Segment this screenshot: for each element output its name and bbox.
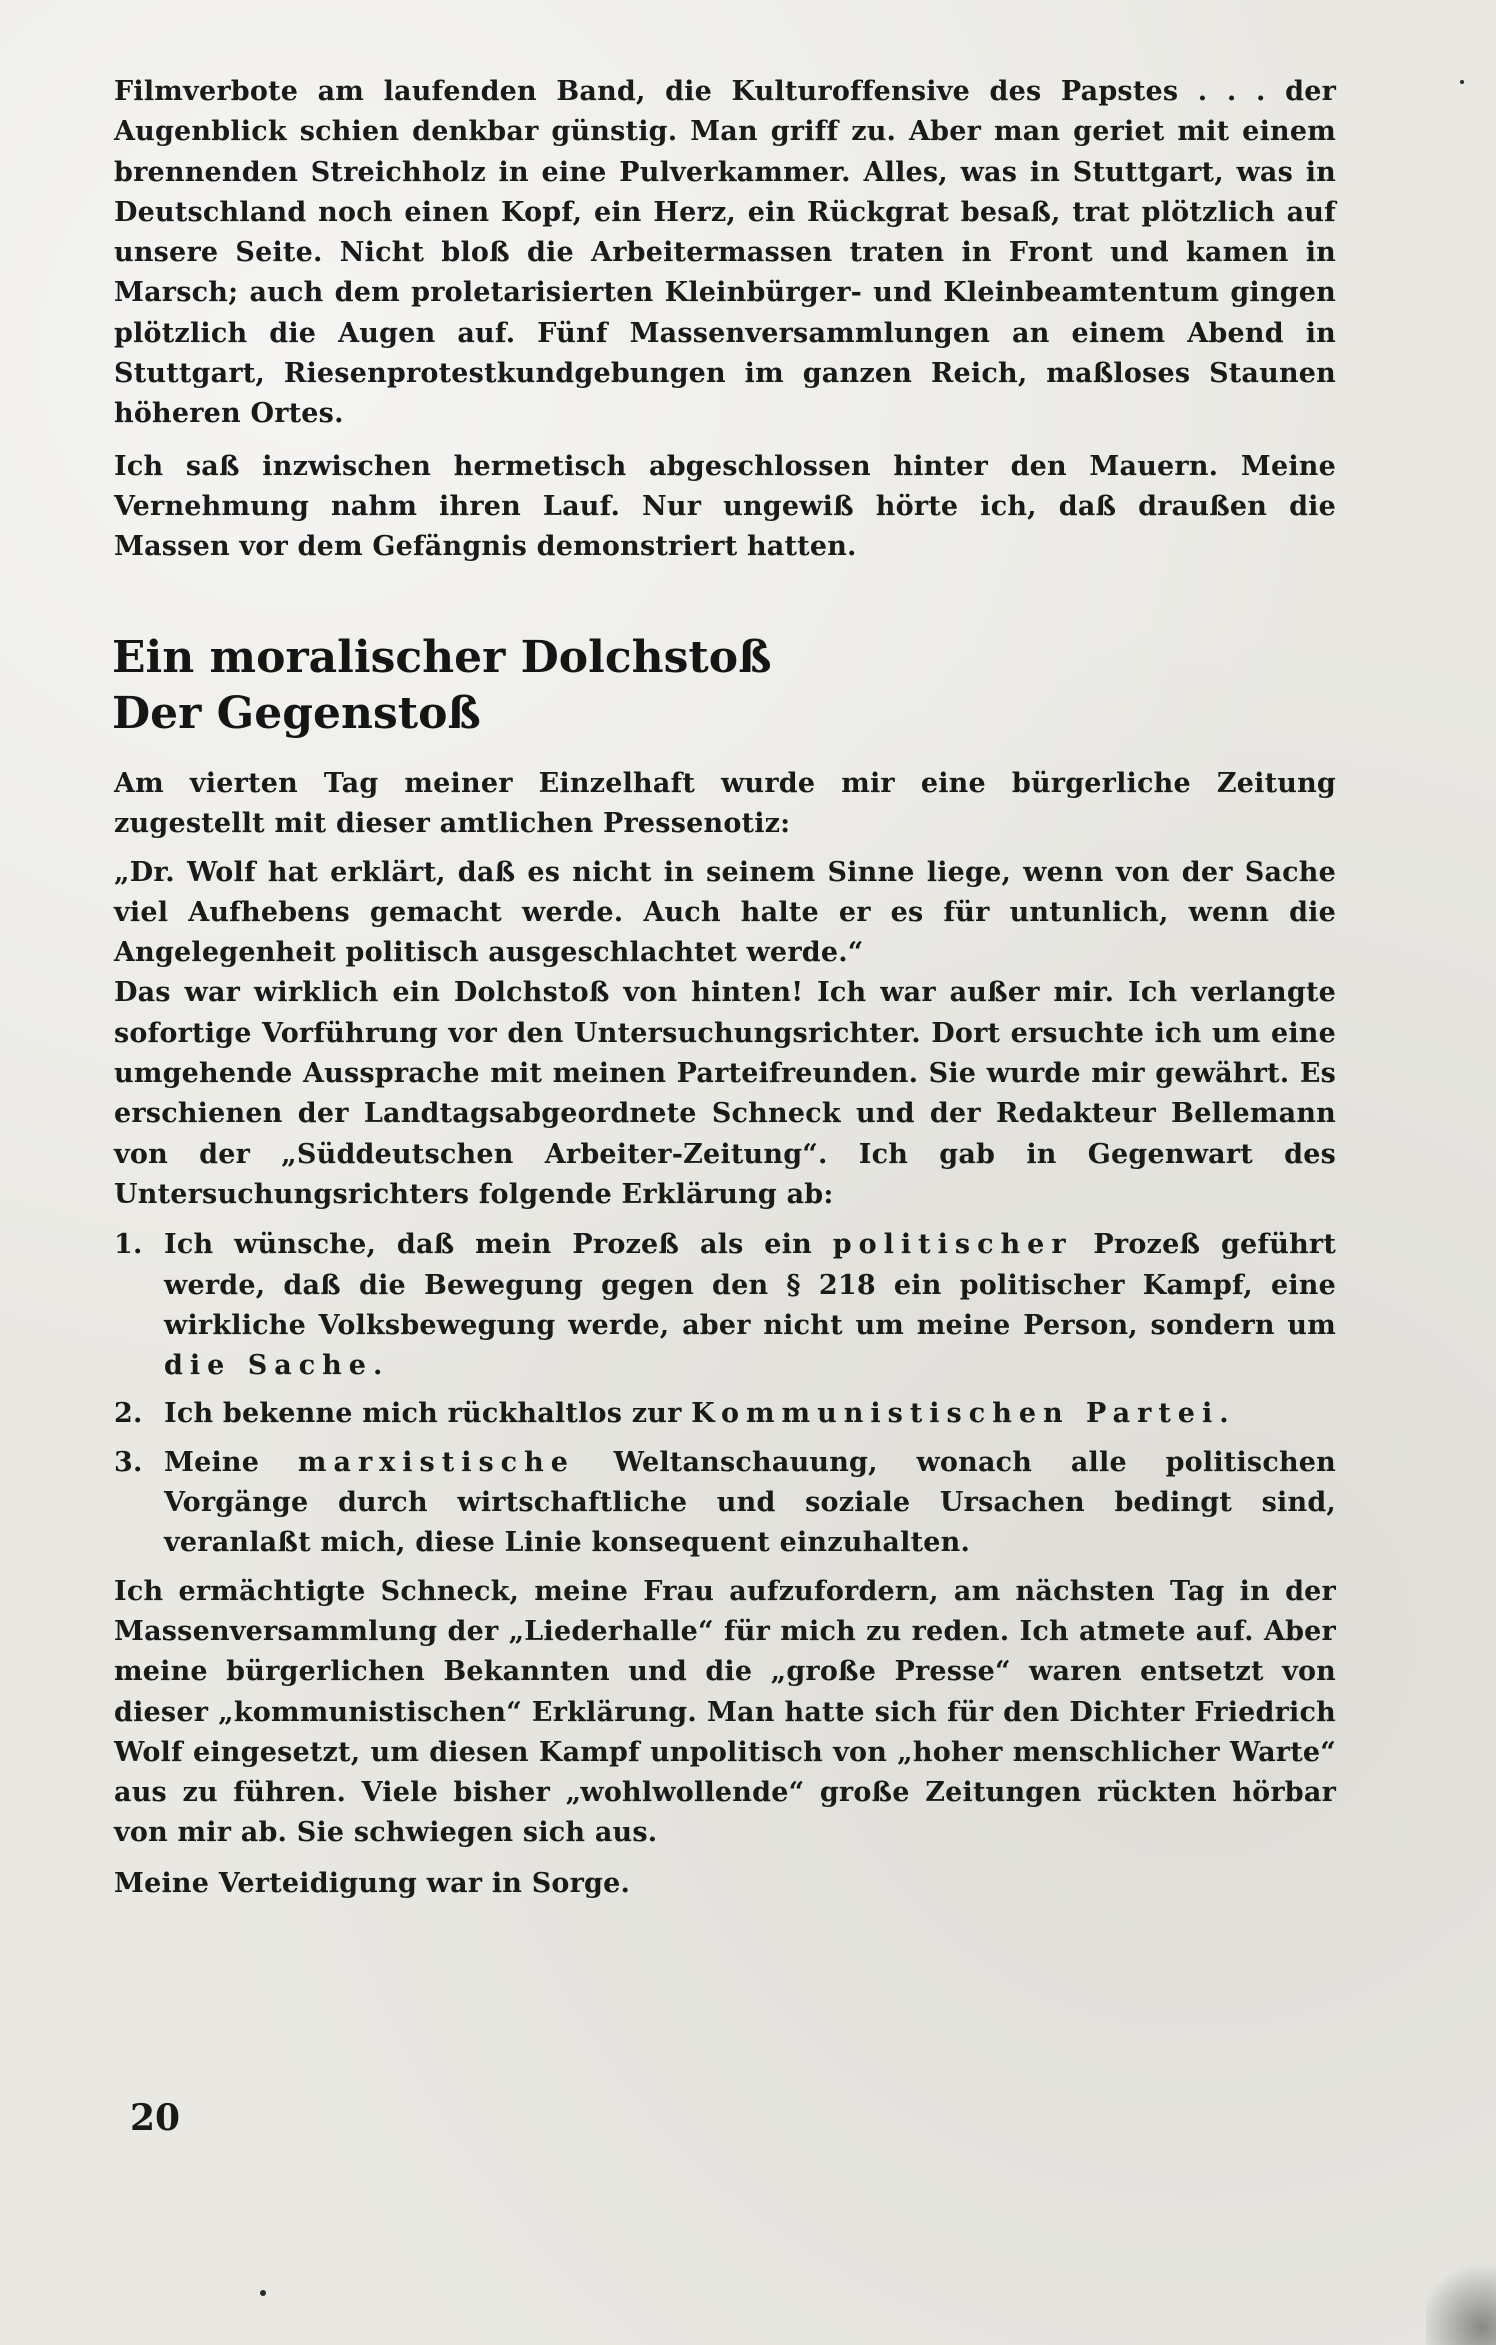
body-paragraph-3: Das war wirklich ein Dolchstoß von hinten! Ich war außer mir. Ich verlangte sofortige Vorführung vor den Untersuchungsrichter. Dort ersuchte ich um eine umgehende Aussprache mit meinen Parteifreunden. Sie wurde mir gewährt. Es erschienen der Landtagsabgeordnete Schneck und der Redakteur Bellemann von der „Süddeutschen Arbeiter-Zeitung“. Ich gab in Gegenwart des Untersuchungsrichters folgende Erklärung ab:	[114, 977, 1336, 1210]
emphasis-text: Kommunistischen Partei	[691, 1398, 1220, 1430]
intro-paragraph-2: Ich saß inzwischen hermetisch abgeschlossen hinter den Mauern. Meine Vernehmung nahm ihren Lauf. Nur ungewiß hörte ich, daß draußen die Massen vor dem Gefängnis demonstriert hatten.	[114, 450, 1336, 563]
body-paragraph-4: Ich ermächtigte Schneck, meine Frau aufzufordern, am nächsten Tag in der Massenversammlung der „Liederhalle“ für mich zu reden. Ich atmete auf. Aber meine bürgerlichen Bekannten und die „große Presse“ waren entsetzt von dieser „kommunistischen“ Erklärung. Man hatte sich für den Dichter Friedrich Wolf eingesetzt, um diesen Kampf unpolitisch von „hoher menschlicher Warte“ aus zu führen. Viele bisher „wohlwollende“ große Zeitungen rückten hörbar von mir ab. Sie schwiegen sich aus.	[114, 1575, 1336, 1849]
list-text: Weltanschauung, wonach alle politischen Vorgänge durch wirtschaftliche und soziale Ursachen bedingt sind, veranlaßt mich, diese Linie konsequent einzuhalten.	[164, 1446, 1336, 1559]
list-number: 1.	[114, 1229, 143, 1261]
press-quote: „Dr. Wolf hat erklärt, daß es nicht in seinem Sinne liege, wenn von der Sache viel Aufhebens gemacht werde. Auch halte er es für untunlich, wenn die Angelegenheit politisch ausgeschlachtet werde.“	[114, 856, 1336, 969]
list-text: Ich wünsche, daß mein Prozeß als ein	[164, 1229, 833, 1261]
emphasis-text: die Sache	[164, 1350, 373, 1382]
list-text: Ich bekenne mich rückhaltlos zur	[164, 1398, 692, 1430]
list-number: 3.	[114, 1446, 143, 1478]
heading-line-1: Ein moralischer Dolchstoß	[112, 632, 772, 683]
list-item	[114, 1443, 1336, 1564]
body-paragraph-1: Am vierten Tag meiner Einzelhaft wurde mir eine bürgerliche Zeitung zugestellt mit dieser amtlichen Pressenotiz:	[114, 768, 1336, 840]
body-paragraph-5: Meine Verteidigung war in Sorge.	[114, 1867, 631, 1899]
intro-section	[114, 72, 1336, 568]
ink-speck	[260, 2290, 266, 2296]
section-heading	[112, 630, 772, 742]
heading-line-2: Der Gegenstoß	[112, 688, 481, 739]
declaration-list	[114, 1225, 1336, 1563]
list-number: 2.	[114, 1398, 143, 1430]
emphasis-text: marxistische	[297, 1446, 575, 1478]
list-text: .	[1219, 1398, 1229, 1430]
page-number: 20	[130, 2097, 181, 2139]
emphasis-text: politischer	[832, 1229, 1073, 1261]
list-text: Meine	[164, 1446, 298, 1478]
list-item	[114, 1394, 1336, 1434]
intro-paragraph-1: Filmverbote am laufenden Band, die Kulturoffensive des Papstes . . . der Augenblick schien denkbar günstig. Man griff zu. Aber man geriet mit einem brennenden Streichholz in eine Pulverkammer. Alles, was in Stuttgart, was in Deutschland noch einen Kopf, ein Herz, ein Rückgrat besaß, trat plötzlich auf unsere Seite. Nicht bloß die Arbeitermassen traten in Front und kamen in Marsch; auch dem proletarisierten Kleinbürger- und Kleinbeamtentum gingen plötzlich die Augen auf. Fünf Massenversammlungen an einem Abend in Stuttgart, Riesenprotestkundgebungen im ganzen Reich, maßloses Staunen höheren Ortes.	[114, 76, 1336, 430]
ink-speck	[1460, 80, 1464, 84]
list-item	[114, 1225, 1336, 1386]
list-text: .	[372, 1350, 383, 1382]
list-text: Prozeß geführt werde, daß die Bewegung gegen den § 218 ein politischer Kampf, eine wirkliche Volksbewegung werde, aber nicht um meine Person, sondern um	[164, 1229, 1336, 1341]
body-section	[114, 764, 1336, 1904]
page-smudge	[1426, 2255, 1496, 2345]
